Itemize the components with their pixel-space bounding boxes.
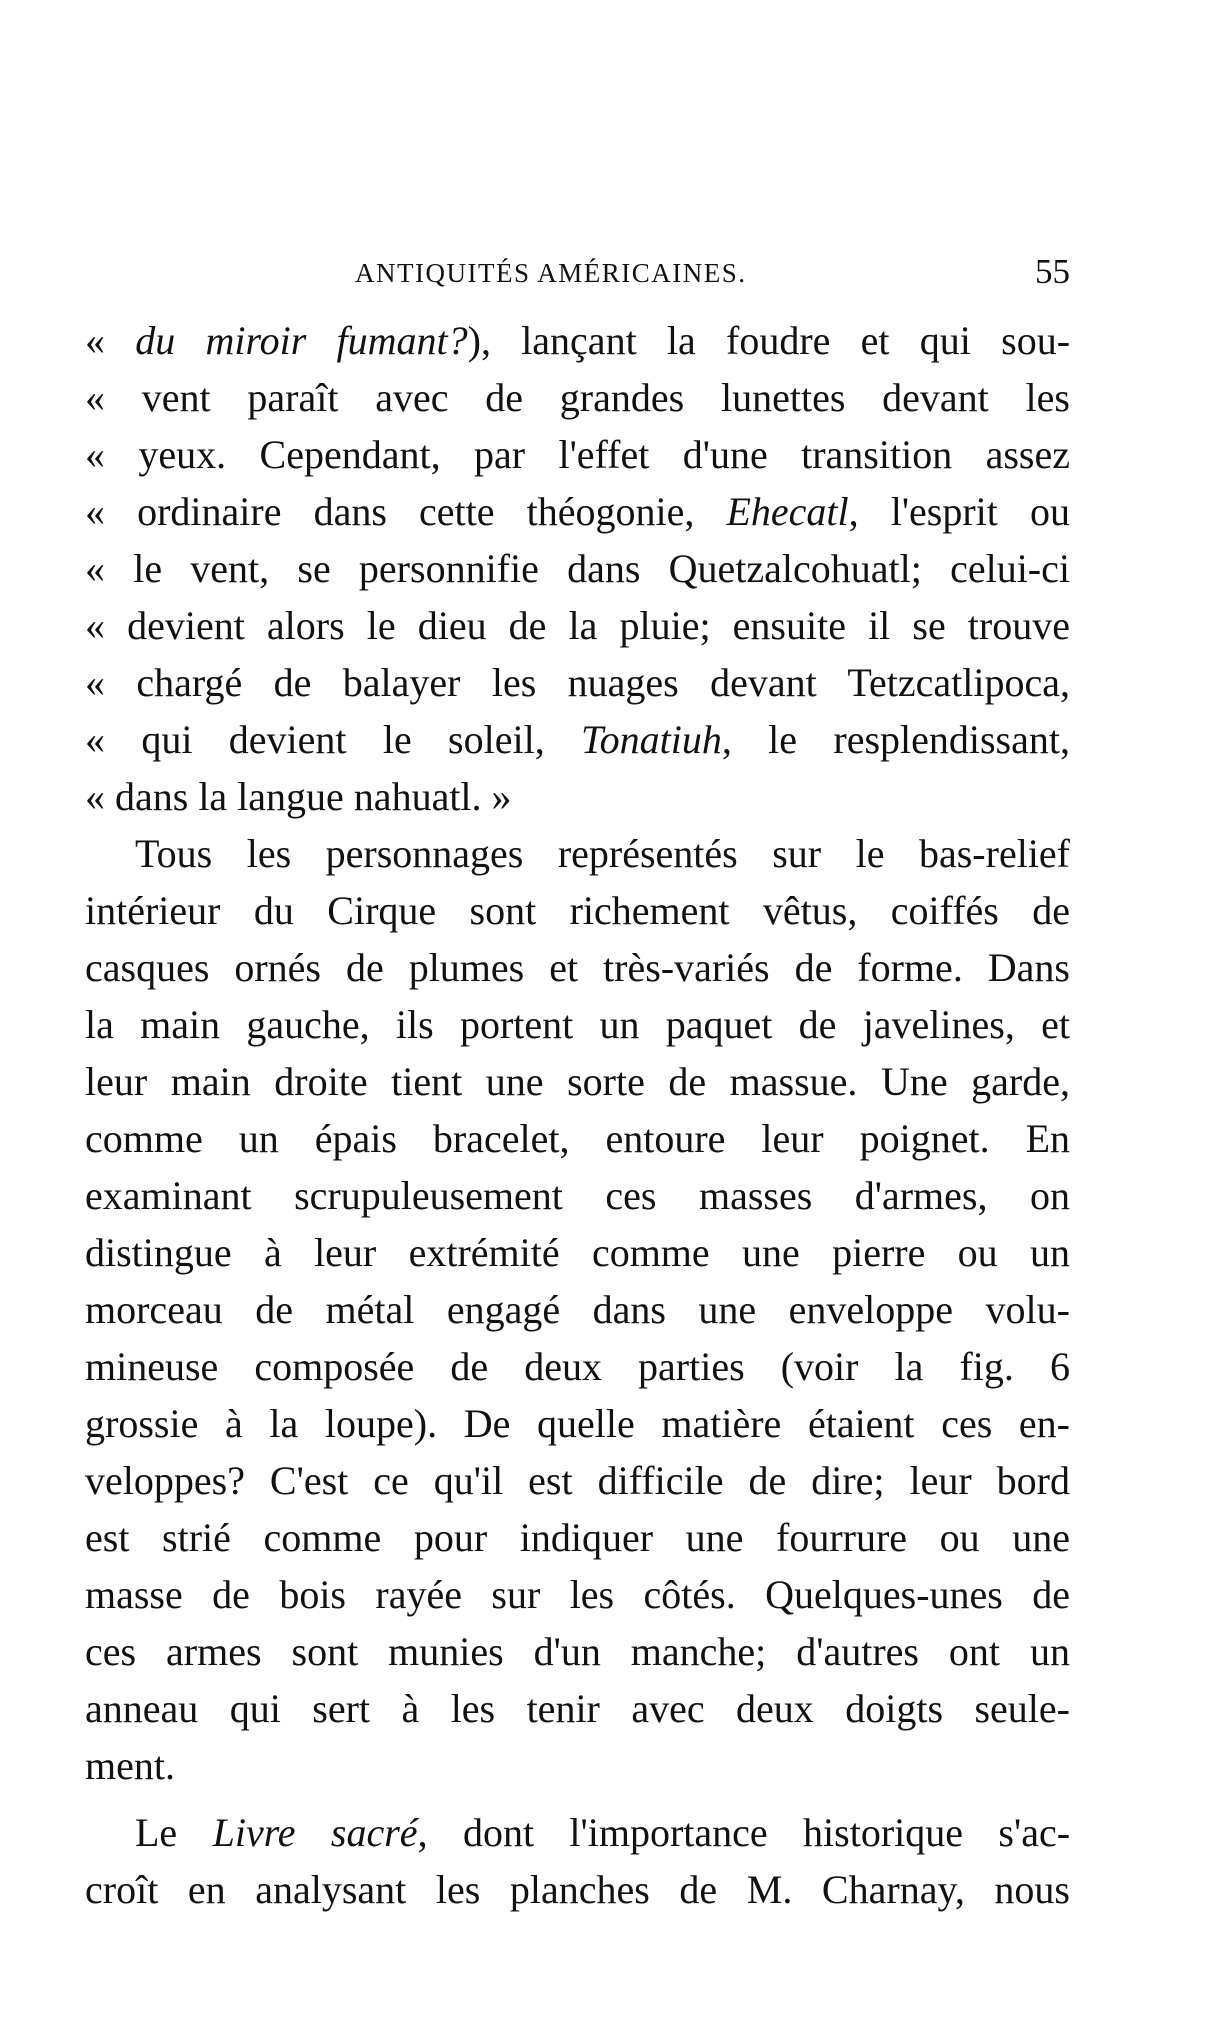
line-text: « le vent, se personnifie dans Quetzalcohuatl; celui-ci xyxy=(85,546,1070,591)
body-text xyxy=(85,312,1070,1918)
text-line xyxy=(85,369,1070,426)
text-line xyxy=(85,312,1070,369)
text-line xyxy=(85,1623,1070,1680)
text-line xyxy=(85,1737,1070,1794)
italic-text: Tonatiuh xyxy=(581,717,722,762)
line-text: intérieur du Cirque sont richement vêtus, coiffés de xyxy=(85,888,1070,933)
line-text: , l'esprit ou xyxy=(848,489,1071,534)
line-text: « qui devient le soleil, xyxy=(85,717,582,762)
line-text: morceau de métal engagé dans une enveloppe volu- xyxy=(85,1287,1070,1332)
line-text: « yeux. Cependant, par l'effet d'une transition assez xyxy=(85,432,1070,477)
text-line xyxy=(85,1804,1070,1861)
line-text: « dans la langue nahuatl. » xyxy=(85,774,512,819)
text-line xyxy=(85,426,1070,483)
text-line xyxy=(85,1338,1070,1395)
line-text: casques ornés de plumes et très-variés de forme. Dans xyxy=(85,945,1070,990)
line-text: « ordinaire dans cette théogonie, xyxy=(85,489,727,534)
text-line xyxy=(85,1861,1070,1918)
line-text: Le xyxy=(135,1810,213,1855)
line-text: , dont l'importance historique s'ac- xyxy=(417,1810,1071,1855)
text-line xyxy=(85,768,1070,825)
text-line xyxy=(85,1110,1070,1167)
text-line xyxy=(85,483,1070,540)
line-text: veloppes? C'est ce qu'il est difficile de dire; leur bord xyxy=(85,1458,1070,1503)
text-line xyxy=(85,825,1070,882)
line-text: « vent paraît avec de grandes lunettes devant les xyxy=(85,375,1070,420)
line-text: ment. xyxy=(85,1743,175,1788)
text-line xyxy=(85,1680,1070,1737)
line-text: leur main droite tient une sorte de massue. Une garde, xyxy=(85,1059,1070,1104)
line-text: est strié comme pour indiquer une fourrure ou une xyxy=(85,1515,1070,1560)
running-title: ANTIQUITÉS AMÉRICAINES. xyxy=(355,258,747,288)
text-line xyxy=(85,1452,1070,1509)
text-line xyxy=(85,654,1070,711)
text-line xyxy=(85,1053,1070,1110)
line-text: mineuse composée de deux parties (voir la fig. 6 xyxy=(85,1344,1070,1389)
line-text: « chargé de balayer les nuages devant Tetzcatlipoca, xyxy=(85,660,1070,705)
line-text: anneau qui sert à les tenir avec deux doigts seule- xyxy=(85,1686,1070,1731)
text-line xyxy=(85,1224,1070,1281)
page-number: 55 xyxy=(1035,252,1070,291)
text-line xyxy=(85,711,1070,768)
line-text: grossie à la loupe). De quelle matière étaient ces en- xyxy=(85,1401,1070,1446)
page-header xyxy=(85,252,1070,298)
text-line xyxy=(85,1281,1070,1338)
text-line xyxy=(85,1167,1070,1224)
italic-text: Livre sacré xyxy=(212,1810,418,1855)
line-text: , le resplendissant, xyxy=(721,717,1070,762)
text-line xyxy=(85,882,1070,939)
line-text: examinant scrupuleusement ces masses d'armes, on xyxy=(85,1173,1070,1218)
text-line xyxy=(85,996,1070,1053)
text-line xyxy=(85,1566,1070,1623)
italic-text: Ehecatl xyxy=(726,489,849,534)
line-text: croît en analysant les planches de M. Charnay, nous xyxy=(85,1867,1070,1912)
text-line xyxy=(85,1509,1070,1566)
line-text: ces armes sont munies d'un manche; d'autres ont un xyxy=(85,1629,1070,1674)
italic-text: du miroir fumant? xyxy=(135,318,468,363)
line-text: masse de bois rayée sur les côtés. Quelques-unes de xyxy=(85,1572,1070,1617)
line-text: la main gauche, ils portent un paquet de javelines, et xyxy=(85,1002,1070,1047)
text-line xyxy=(85,939,1070,996)
line-text: « xyxy=(85,318,136,363)
line-text: distingue à leur extrémité comme une pierre ou un xyxy=(85,1230,1070,1275)
line-text: Tous les personnages représentés sur le bas-relief xyxy=(135,831,1070,876)
line-text: « devient alors le dieu de la pluie; ensuite il se trouve xyxy=(85,603,1070,648)
line-text: ), lançant la foudre et qui sou- xyxy=(467,318,1071,363)
text-line xyxy=(85,597,1070,654)
text-line xyxy=(85,540,1070,597)
line-text: comme un épais bracelet, entoure leur poignet. En xyxy=(85,1116,1070,1161)
text-line xyxy=(85,1395,1070,1452)
